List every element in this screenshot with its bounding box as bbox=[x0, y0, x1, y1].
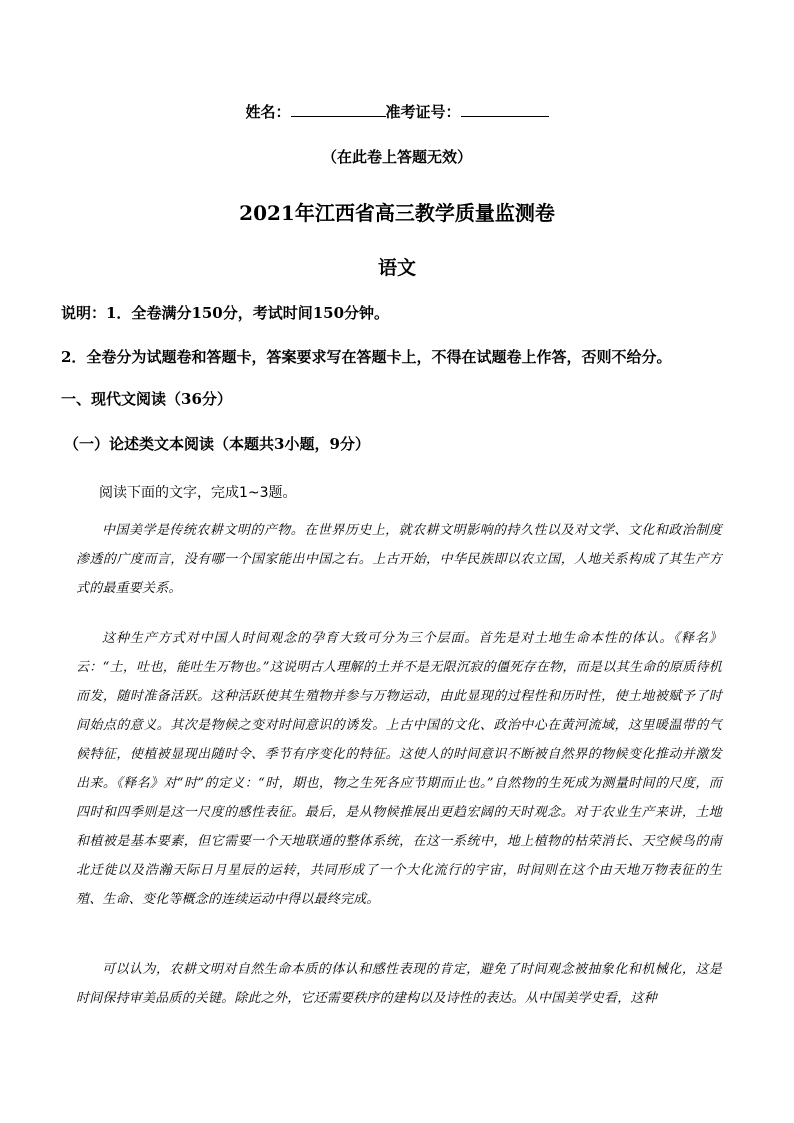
section-heading: 一、现代文阅读（36分） bbox=[61, 390, 232, 408]
exam-id-label: 准考证号： bbox=[385, 103, 461, 121]
name-label: 姓名： bbox=[245, 103, 291, 121]
reading-instruction: 阅读下面的文字，完成1~3题。 bbox=[99, 485, 297, 501]
passage-paragraph-1: 中国美学是传统农耕文明的产物。在世界历史上，就农耕文明影响的持久性以及对文学、文化和政治制度渗透的广度而言，没有哪一个国家能出中国之右。上古开始，中华民族即以农立国，人地关系构成了其生产方式的最重要关系。 bbox=[76, 523, 722, 596]
candidate-info-line bbox=[0, 101, 794, 122]
instruction-line-1: 说明：1．全卷满分150分，考试时间150分钟。 bbox=[61, 304, 390, 322]
subject-title: 语文 bbox=[377, 257, 416, 279]
subsection-heading: （一）论述类文本阅读（本题共3小题，9分） bbox=[64, 435, 370, 453]
passage-paragraph-3: 可以认为，农耕文明对自然生命本质的体认和感性表现的肯定，避免了时间观念被抽象化和机械化，这是时间保持审美品质的关键。除此之外，它还需要秩序的建构以及诗性的表达。从中国美学史看，这种 bbox=[76, 962, 722, 1006]
exam-id-blank bbox=[461, 102, 549, 117]
notice-text: （在此卷上答题无效） bbox=[321, 148, 472, 166]
instruction-line-2: 2．全卷分为试题卷和答题卡，答案要求写在答题卡上，不得在试题卷上作答，否则不给分。 bbox=[61, 348, 672, 366]
exam-title: 2021年江西省高三教学质量监测卷 bbox=[239, 201, 555, 225]
name-blank bbox=[291, 102, 386, 117]
passage-paragraph-2: 这种生产方式对中国人时间观念的孕育大致可分为三个层面。首先是对土地生命本性的体认。《释名》云：“土，吐也，能吐生万物也。”这说明古人理解的土并不是无限沉寂的僵死存在物，而是以其生命的原质待机而发，随时准备活跃。这种活跃使其生殖物并参与万物运动，由此显现的过程性和历时性，使土地被赋予了时间始点的意义。其次是物候之变对时间意识的诱发。上古中国的文化、政治中心在黄河流域，这里暖温带的气候特征，使植被显现出随时令、季节有序变化的特征。这使人的时间意识不断被自然界的物候变化推动并激发出来。《释名》对“时”的定义：“时，期也，物之生死各应节期而止也。”自然物的生死成为测量时间的尺度，而四时和四季则是这一尺度的感性表征。最后，是从物候推展出更趋宏阔的天时观念。对于农业生产来讲，土地和植被是基本要素，但它需要一个天地联通的整体系统，在这一系统中，地上植物的枯荣消长、天空候鸟的南北迁徙以及浩瀚天际日月星辰的运转，共同形成了一个大化流行的宇宙，时间则在这个由天地万物表征的生殖、生命、变化等概念的连续运动中得以最终完成。 bbox=[76, 631, 722, 907]
